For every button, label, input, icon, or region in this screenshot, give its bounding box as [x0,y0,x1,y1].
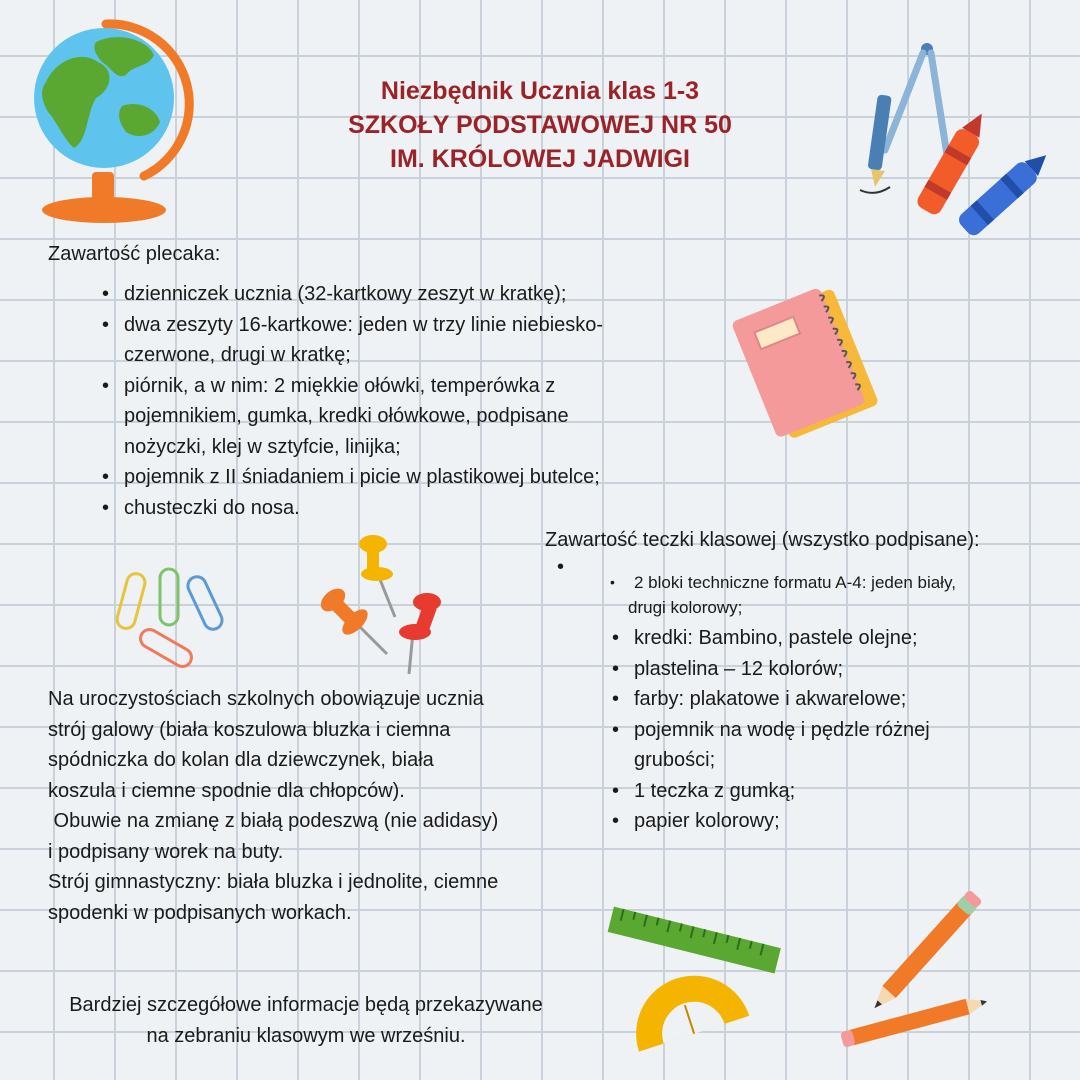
bullet-icon: • [612,718,620,741]
bullet-icon: • [102,313,110,336]
bullet-icon: • [557,556,565,578]
title-line-3: IM. KRÓLOWEJ JADWIGI [390,145,690,173]
dress-code-paragraph: Na uroczystościach szkolnych obowiązuje ucznia strój galowy (biała koszulowa bluzka i ciemna spódniczka do kolan dla dziewczynek, biała koszula i ciemne spodnie dla chłopców). Obuwie na zmianę z białą podeszwą (nie adidasy) i podpisany worek na buty. Strój gimnastyczny: biała bluzka i jednolite, ciemne spodenki w podpisanych workach. [48,688,499,924]
bullet-icon: • [102,374,110,397]
page-title [230,74,850,176]
title-line-1: Niezbędnik Ucznia klas 1-3 [380,77,700,105]
bullet-icon: • [612,779,620,802]
bullet-icon: • [102,496,110,519]
bullet-icon: • [612,657,620,680]
list-item: • 1 teczka z gumką; [634,776,1054,807]
list-item: • kredki: Bambino, pastele olejne; [634,623,1054,654]
class-folder-heading: Zawartość teczki klasowej (wszystko podpisane): [545,529,980,551]
bullet-icon: • [102,283,110,305]
bullet-icon: • [612,688,620,710]
list-item: • pojemnik na wodę i pędzle różnej grubości; [634,715,1054,776]
list-item: • chusteczki do nosa. [124,493,704,524]
bullet-icon: • [102,466,110,488]
list-item: • dzienniczek ucznia (32-kartkowy zeszyt w kratkę); [124,279,704,310]
globe-icon [26,20,201,225]
class-folder-list [612,623,1054,837]
bullet-icon: • [612,810,620,832]
backpack-list [102,279,704,523]
title-line-2: SZKOŁY PODSTAWOWEJ NR 50 [348,111,732,139]
list-item: • papier kolorowy; [634,806,1054,837]
list-item: • farby: plakatowe i akwarelowe; [634,684,1054,715]
paperclip-icon [112,565,242,670]
class-folder-first-item: • 2 bloki techniczne formatu A-4: jeden biały, drugi kolorowy; [634,570,1054,620]
protractor-icon [622,955,752,1055]
notebook-icon [722,275,872,450]
footer-note: Bardziej szczegółowe informacje będą przekazywane na zebraniu klasowym we wrześniu. [69,994,543,1047]
list-item: • plastelina – 12 kolorów; [634,654,1054,685]
pencil-icon [830,888,1000,1053]
bullet-icon: • [610,574,615,590]
bullet-icon: • [612,627,620,649]
list-item: • piórnik, a w nim: 2 miękkie ołówki, temperówka z pojemnikiem, gumka, kredki ołówkowe, podpisane nożyczki, klej w sztyfcie, linijka; [124,371,704,463]
backpack-heading: Zawartość plecaka: [48,243,221,265]
list-item: • dwa zeszyty 16-kartkowe: jeden w trzy linie niebiesko- czerwone, drugi w kratkę; [124,310,704,371]
pushpin-icon [315,532,455,677]
list-item: • pojemnik z II śniadaniem i picie w plastikowej butelce; [124,462,704,493]
crayon-icon [905,130,1045,245]
